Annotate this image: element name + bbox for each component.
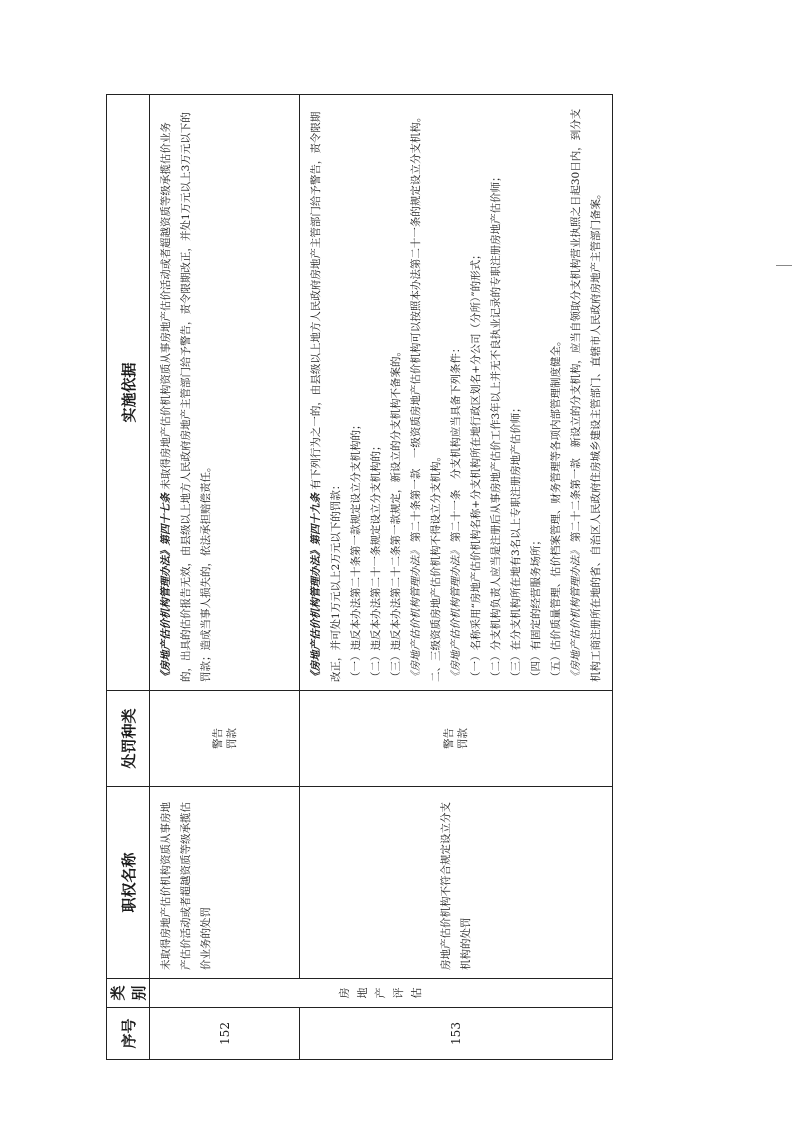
table-row-152 xyxy=(150,95,300,1060)
name-cell: 未取得房地产估价机构资质从事房地产估价活动或者超越资质等级承揽估价业务的处罚 xyxy=(150,787,300,979)
basis-paragraph: 《房地产估价机构管理办法》 第二十条第一款 一级资质房地产估价机构可以按照本办法第二十一条的规定设立分支机构。二、三级资质房地产估价机构不得设立分支机构。 xyxy=(410,111,442,682)
penalty-table xyxy=(106,94,613,1060)
basis-paragraph: （一）违反本办法第二十条第一款规定设立分支机构的； xyxy=(350,419,362,682)
name-cell: 房地产估价机构不符合规定设立分支机构的处罚 xyxy=(300,787,613,979)
penalty-cell: 警告 罚款 xyxy=(150,691,300,787)
seq-cell: 152 xyxy=(150,1008,300,1060)
category-label: 房 地 产 评 估 xyxy=(338,987,423,999)
basis-paragraph: （二）违反本办法第二十一条规定设立分支机构的； xyxy=(370,440,382,682)
header-basis: 实施依据 xyxy=(107,95,150,691)
category-cell xyxy=(150,979,613,1008)
basis-cell xyxy=(300,95,613,691)
basis-paragraph: （三）违反本办法第二十二条第一款规定，新设立的分支机构不备案的。 xyxy=(390,346,402,682)
basis-paragraph: 《房地产估价机构管理办法》 第二十一条 分支机构应当具备下列条件： xyxy=(450,342,462,682)
basis-paragraph: （三）在分支机构所在地有3名以上专职注册房地产估价师； xyxy=(510,402,522,682)
basis-paragraph: （五）估价质量管理、估价档案管理、财务管理等各项内部管理制度健全。 xyxy=(550,335,562,682)
basis-paragraph: 《房地产估价机构管理办法》第四十七条 未取得房地产估价机构资质从事房地产估价活动或者超越资质等级承揽估价业务的，出具的估价报告无效，由县级以上地方人民政府房地产主管部门给予警告，责令限期改正，并处1万元以上3万元以下的罚款；造成当事人损失的，依法承担赔偿责任。 xyxy=(160,112,212,682)
penalty-cell: 警告 罚款 xyxy=(300,691,613,787)
basis-paragraph: 《房地产估价机构管理办法》 第二十二条第一款 新设立的分支机构，应当自领取分支机构营业执照之日起30日内，到分支机构工商注册所在地的省、自治区人民政府住房城乡建设主管部门、直辖市人民政府房地产主管部门备案。 xyxy=(570,108,602,682)
header-category: 类别 xyxy=(107,979,150,1008)
table-row-153 xyxy=(300,95,613,1060)
basis-paragraph: （一）名称采用“房地产估价机构名称+分支机构所在地行政区划名+分公司（分所）”的形式； xyxy=(470,249,482,682)
basis-paragraph: （四）有固定的经营服务场所； xyxy=(530,535,542,682)
margin-mark xyxy=(776,265,792,266)
header-row xyxy=(107,95,150,1060)
seq-cell: 153 xyxy=(300,1008,613,1060)
header-name: 职权名称 xyxy=(107,787,150,979)
header-penalty: 处罚种类 xyxy=(107,691,150,787)
basis-paragraph: （二）分支机构负责人应当是注册后从事房地产估价工作3年以上并无不良执业记录的专职注册房地产估价师； xyxy=(490,171,502,682)
header-seq: 序号 xyxy=(107,1008,150,1060)
basis-paragraph: 《房地产估价机构管理办法》第四十九条 有下列行为之一的，由县级以上地方人民政府房地产主管部门给予警告，责令限期改正，并可处1万元以上2万元以下的罚款： xyxy=(310,111,342,682)
basis-cell xyxy=(150,95,300,691)
rotated-table-wrapper xyxy=(106,95,602,1060)
